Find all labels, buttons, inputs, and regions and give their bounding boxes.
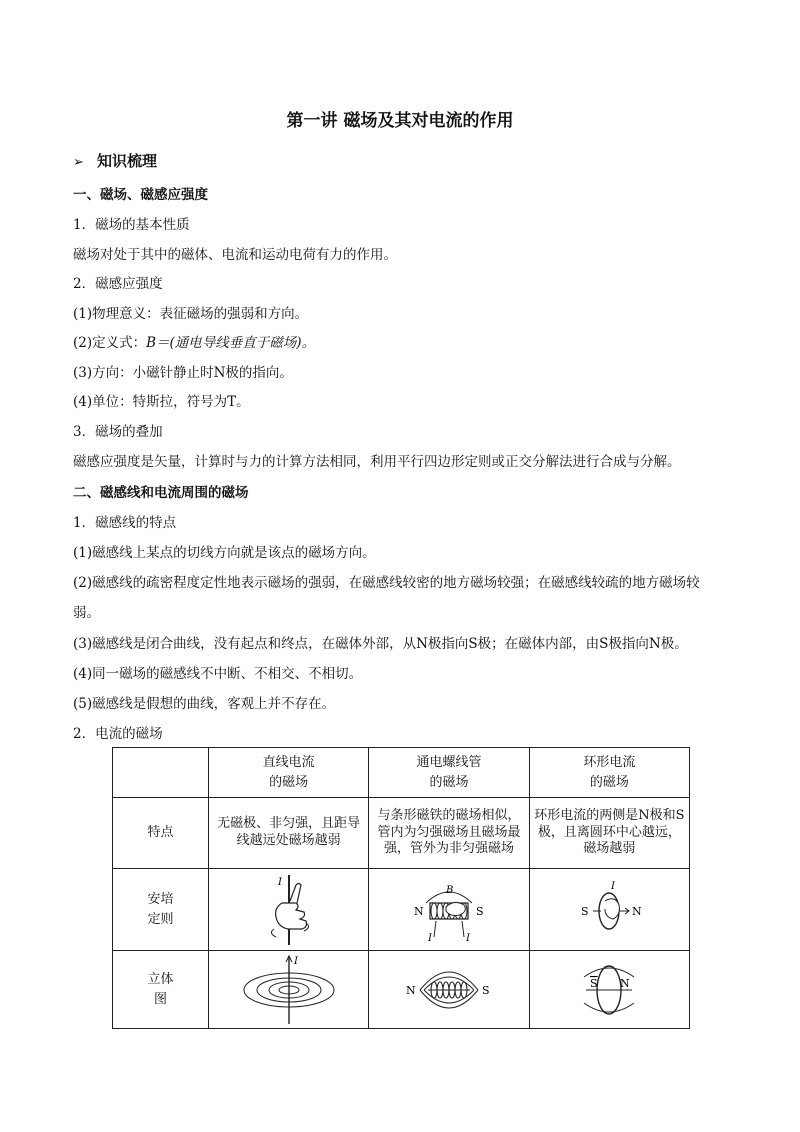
- s2-item-1b-cont: 弱。: [73, 605, 100, 621]
- header-line-1: 环形电流: [583, 755, 636, 770]
- row-label-ampere: [113, 869, 209, 951]
- fig-south-label: S: [590, 976, 598, 990]
- solenoid-field-icon: [394, 960, 504, 1020]
- table-row-3d-view: [113, 951, 690, 1029]
- label-line-1: 安培: [147, 892, 174, 907]
- fig-south-label: S: [481, 983, 490, 997]
- table-row-features: [113, 798, 690, 869]
- table-header-row: [113, 748, 690, 798]
- section-1-title: 一、磁场、磁感应强度: [73, 187, 208, 203]
- s2-item-1a: (1)磁感线上某点的切线方向就是该点的磁场方向。: [73, 545, 376, 561]
- definition-prefix: (2)定义式：: [73, 335, 147, 351]
- arrow-bullet-icon: ➢: [73, 155, 84, 170]
- fig-north-label: N: [620, 976, 630, 990]
- s2-item-1c: (3)磁感线是闭合曲线，没有起点和终点，在磁体外部，从N极指向S极；在磁体内部，由S极指向N极。: [73, 636, 688, 652]
- s1-item-1: 1．磁场的基本性质: [73, 217, 190, 233]
- header-line-1: 通电螺线管: [416, 755, 482, 770]
- fig-north-label: N: [632, 904, 642, 918]
- fig-north-label: N: [413, 904, 424, 918]
- ring-field-icon: [554, 957, 664, 1023]
- s1-item-2d: (4)单位：特斯拉，符号为T。: [73, 394, 250, 410]
- label-line-1: 立体: [147, 972, 174, 987]
- label-line-2: 图: [153, 991, 167, 1007]
- header-line-2: 的磁场: [589, 774, 629, 790]
- right-hand-wire-icon: [244, 873, 334, 947]
- concentric-field-icon: [234, 954, 344, 1026]
- s1-item-2b: [73, 331, 315, 351]
- s1-item-2a: (1)物理意义：表征磁场的强弱和方向。: [73, 306, 309, 322]
- row-label-features: 特点: [113, 798, 209, 869]
- 3d-ring-figure: [529, 951, 689, 1029]
- ampere-straight-figure: [209, 869, 369, 951]
- fig-current-label: I: [465, 932, 470, 944]
- header-straight-current: [209, 748, 369, 798]
- s1-item-3: 3．磁场的叠加: [73, 424, 163, 440]
- current-field-table: [112, 747, 690, 1029]
- fig-south-label: S: [475, 904, 484, 918]
- table-corner-cell: [113, 748, 209, 798]
- s2-item-1b: (2)磁感线的疏密程度定性地表示磁场的强弱，在磁感线较密的地方磁场较强；在磁感线较疏的地方磁场较: [73, 575, 700, 591]
- section-2-title: 二、磁感线和电流周围的磁场: [73, 485, 249, 501]
- 3d-straight-figure: [209, 951, 369, 1029]
- s2-item-1e: (5)磁感线是假想的曲线，客观上并不存在。: [73, 696, 336, 712]
- header-line-2: 的磁场: [429, 774, 469, 790]
- ampere-ring-figure: [529, 869, 689, 951]
- ampere-solenoid-figure: [369, 869, 529, 951]
- fig-north-label: N: [405, 983, 416, 997]
- header-ring-current: [529, 748, 689, 798]
- header-line-2: 的磁场: [269, 774, 309, 790]
- fig-current-label: I: [427, 932, 432, 944]
- ring-hand-icon: [559, 873, 659, 947]
- s2-item-1d: (4)同一磁场的磁感线不中断、不相交、不相切。: [73, 666, 363, 682]
- label-line-2: 定则: [147, 911, 174, 927]
- row-label-3d: [113, 951, 209, 1029]
- 3d-solenoid-figure: [369, 951, 529, 1029]
- feature-solenoid: 与条形磁铁的磁场相似，管内为匀强磁场且磁场最强，管外为非匀强磁场: [369, 798, 529, 869]
- header-solenoid: [369, 748, 529, 798]
- definition-formula: B＝(通电导线垂直于磁场)。: [146, 335, 316, 351]
- s1-item-1-text: 磁场对处于其中的磁体、电流和运动电荷有力的作用。: [73, 247, 397, 263]
- header-line-1: 直线电流: [262, 755, 315, 770]
- fig-current-label: I: [293, 955, 298, 967]
- s2-item-2: 2．电流的磁场: [73, 726, 163, 742]
- fig-field-label: B: [445, 884, 454, 896]
- fig-current-label: I: [611, 880, 616, 892]
- s2-item-1: 1．磁感线的特点: [73, 515, 177, 531]
- solenoid-hand-icon: [394, 873, 504, 947]
- fig-south-label: S: [581, 904, 589, 918]
- fig-current-label: I: [277, 876, 282, 888]
- table-row-ampere-rule: [113, 869, 690, 951]
- knowledge-heading-row: [73, 150, 157, 171]
- page-title: 第一讲 磁场及其对电流的作用: [286, 111, 514, 131]
- feature-ring: 环形电流的两侧是N极和S极，且离圆环中心越远，磁场越弱: [529, 798, 689, 869]
- knowledge-heading: 知识梳理: [97, 152, 158, 170]
- s1-item-2: 2．磁感应强度: [73, 276, 163, 292]
- s1-item-3-text: 磁感应强度是矢量，计算时与力的计算方法相同，利用平行四边形定则或正交分解法进行合成与分解。: [73, 454, 681, 470]
- feature-straight: 无磁极、非匀强，且距导线越远处磁场越弱: [209, 798, 369, 869]
- s1-item-2c: (3)方向：小磁针静止时N极的指向。: [73, 365, 293, 381]
